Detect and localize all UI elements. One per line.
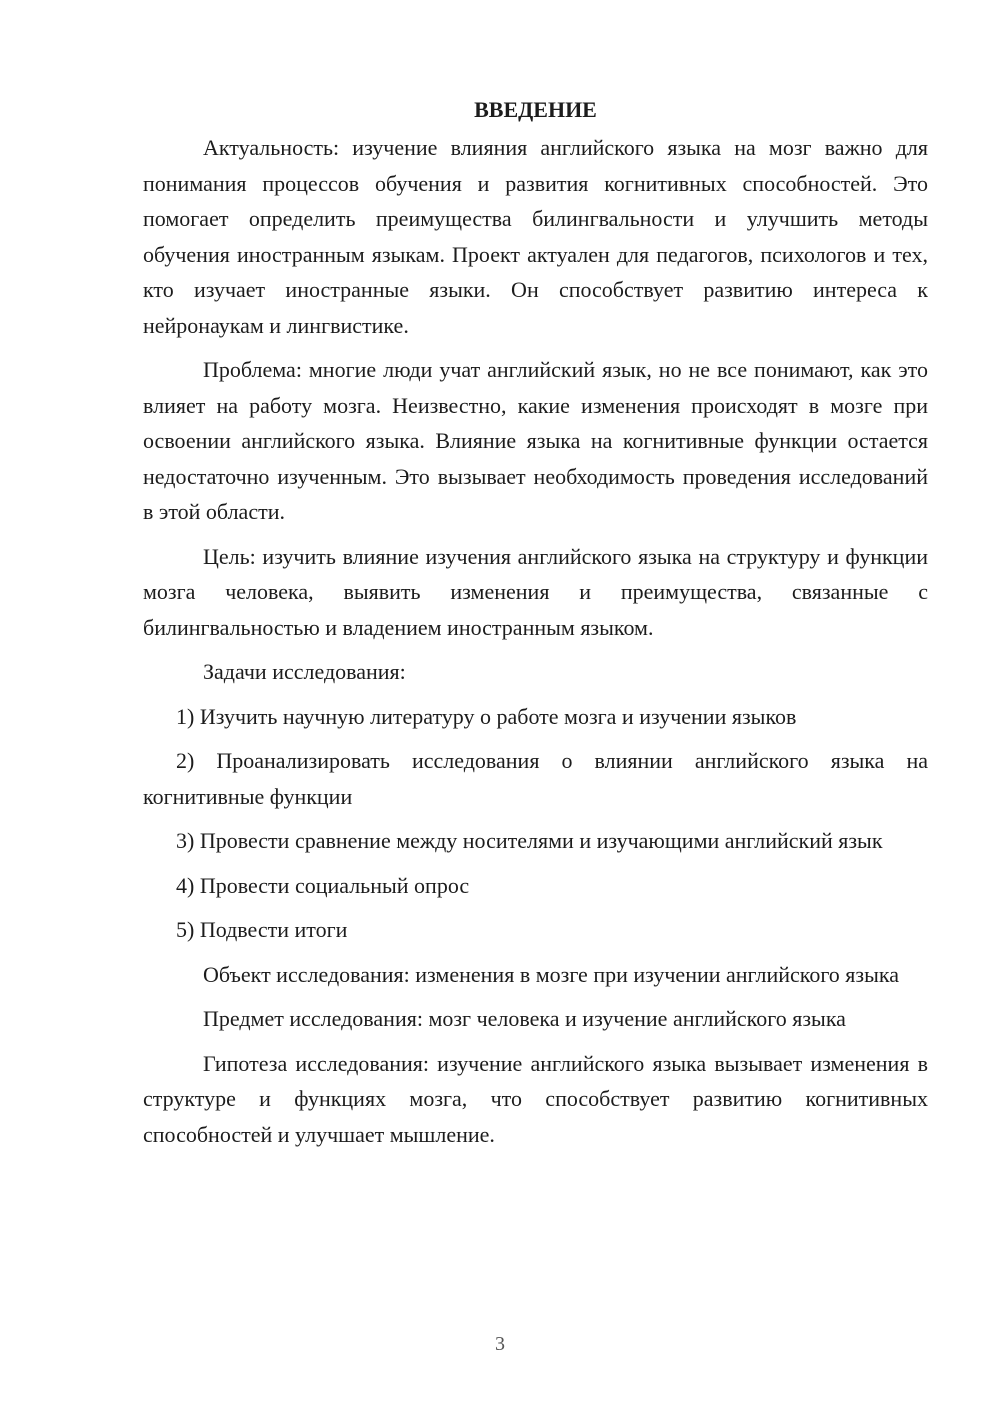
page-number: 3 — [495, 1333, 505, 1355]
problem-paragraph: Проблема: многие люди учат английский язык, но не все понимают, как это влияет на работу мозга. Неизвестно, какие изменения происходят в мозге при освоении английского языка. Влияние языка на когнитивные функции остается недостаточно изученным. Это вызывает необходимость проведения исследований в этой области. — [143, 357, 928, 524]
tasks-heading: Задачи исследования: — [203, 659, 406, 684]
document-page — [143, 92, 928, 1152]
task-item-4: 4) Провести социальный опрос — [176, 872, 470, 898]
goal-paragraph: Цель: изучить влияние изучения английского языка на структуру и функции мозга человека, выявить изменения и преимущества, связанные с билингвальностью и владением иностранным языком. — [143, 543, 928, 640]
task-item-1: 1) Изучить научную литературу о работе мозга и изучении языков — [176, 703, 797, 729]
relevance-paragraph: Актуальность: изучение влияния английского языка на мозг важно для понимания процессов обучения и развития когнитивных способностей. Это помогает определить преимущества билингвальности и улучшить методы обучения иностранным языкам. Проект актуален для педагогов, психологов и тех, кто изучает иностранные языки. Он способствует развитию интереса к нейронаукам и лингвистике. — [143, 135, 928, 338]
object-paragraph: Объект исследования: изменения в мозге при изучении английского языка — [203, 961, 900, 987]
subject-paragraph: Предмет исследования: мозг человека и изучение английского языка — [203, 1006, 846, 1031]
task-item-3: 3) Провести сравнение между носителями и изучающими английский язык — [176, 828, 883, 853]
task-item-2: 2) Проанализировать исследования о влиянии английского языка на когнитивные функции — [143, 748, 928, 809]
task-item-5: 5) Подвести итоги — [176, 917, 348, 942]
page-title: ВВЕДЕНИЕ — [474, 97, 597, 122]
hypothesis-paragraph: Гипотеза исследования: изучение английского языка вызывает изменения в структуре и функциях мозга, что способствует развитию когнитивных способностей и улучшает мышление. — [143, 1050, 928, 1147]
